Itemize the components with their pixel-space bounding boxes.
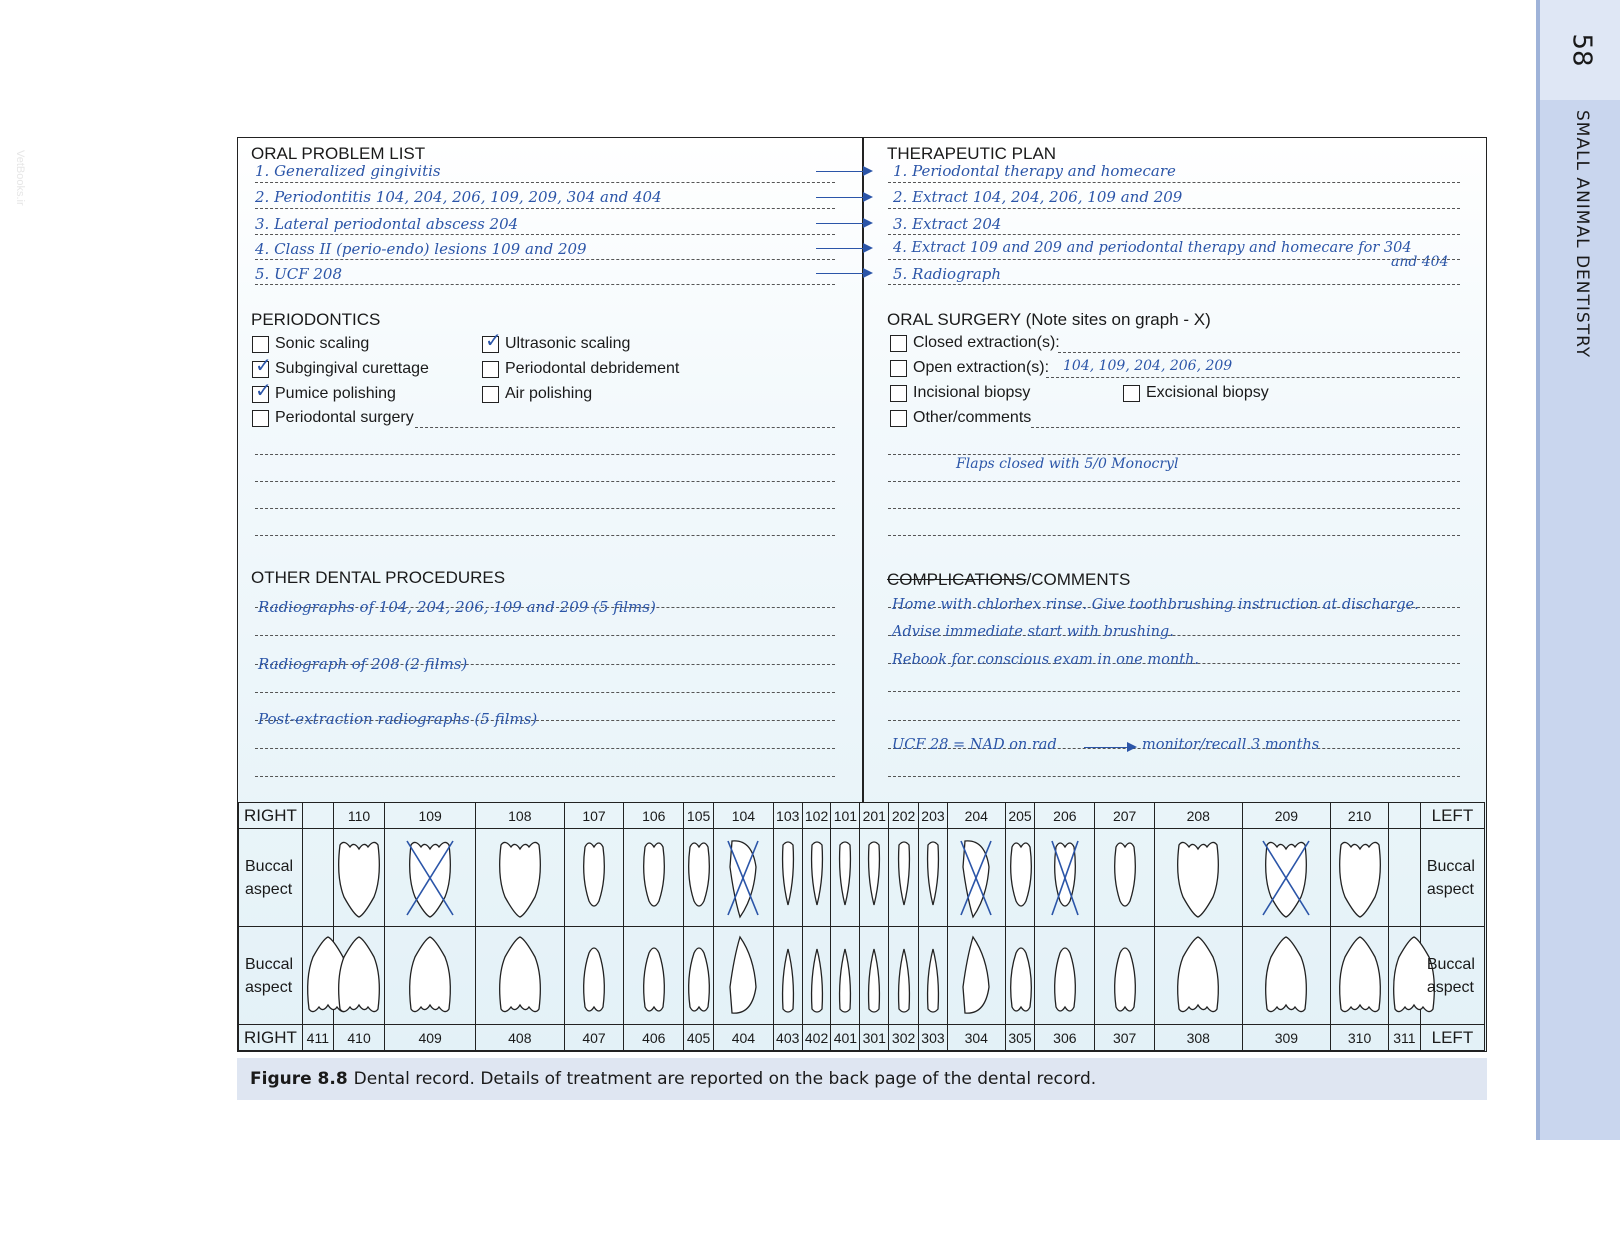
plan-line	[888, 259, 1460, 260]
tooth-cell[interactable]	[385, 927, 476, 1025]
tooth-cell[interactable]	[1388, 927, 1420, 1025]
periodontal-surgery-checkbox[interactable]	[252, 409, 414, 427]
tooth-cell[interactable]	[947, 829, 1005, 927]
tooth-cell[interactable]	[1388, 829, 1420, 927]
aspect-line-2: aspect	[245, 978, 293, 996]
checkbox-box[interactable]	[482, 361, 499, 378]
checkbox-box[interactable]	[482, 386, 499, 403]
tooth-number: 403	[773, 1025, 802, 1051]
tooth-icon	[579, 837, 609, 919]
tooth-number: 107	[564, 803, 624, 829]
watermark-text: VetBooks.ir	[14, 150, 26, 206]
tooth-number: 103	[773, 803, 802, 829]
incisional-biopsy-checkbox[interactable]	[890, 384, 1030, 402]
plan-arrow	[816, 197, 864, 198]
tooth-icon	[1006, 935, 1036, 1017]
tooth-icon	[779, 837, 797, 919]
checkbox-label: Sonic scaling	[275, 335, 370, 352]
aspect-line-1: Buccal	[245, 955, 294, 973]
periodontics-line	[415, 427, 835, 428]
tooth-cell[interactable]	[1242, 927, 1331, 1025]
tooth-number: 109	[385, 803, 476, 829]
extracted-tooth-icon	[405, 837, 455, 919]
ucf-arrow	[1084, 747, 1128, 748]
procedure-entry-2: Radiograph of 208 (2 films)	[258, 655, 468, 673]
tooth-icon	[1173, 837, 1223, 919]
left-label: LEFT	[1420, 1025, 1484, 1051]
tooth-cell[interactable]	[1331, 829, 1389, 927]
oral-surgery-line	[1046, 377, 1460, 378]
open-extraction-teeth: 104, 109, 204, 206, 209	[1063, 358, 1233, 374]
dental-record-form	[237, 137, 1487, 1052]
tooth-number: 310	[1331, 1025, 1389, 1051]
ucf-note: UCF 28 = NAD on rad	[892, 737, 1057, 753]
procedures-line	[255, 776, 835, 777]
tooth-cell[interactable]	[385, 829, 476, 927]
oral-surgery-line	[1031, 427, 1460, 428]
tooth-cell[interactable]	[1095, 829, 1155, 927]
tooth-number: 408	[476, 1025, 565, 1051]
tooth-cell[interactable]	[1242, 829, 1331, 927]
check-mark-icon: ✓	[255, 354, 272, 377]
aspect-line-1: Buccal	[245, 857, 294, 875]
tooth-icon	[808, 935, 826, 1017]
oral-surgery-line	[888, 454, 1460, 455]
tooth-cell[interactable]	[1095, 927, 1155, 1025]
tooth-cell[interactable]	[476, 829, 565, 927]
plan-item-3: 3. Extract 204	[893, 215, 1002, 233]
subgingival-curettage-checkbox[interactable]	[252, 354, 429, 378]
extracted-tooth-icon	[1261, 837, 1311, 919]
tooth-number: 205	[1005, 803, 1035, 829]
tooth-icon	[865, 837, 883, 919]
tooth-number: 304	[947, 1025, 1005, 1051]
tooth-cell[interactable]	[333, 927, 385, 1025]
tooth-cell[interactable]	[302, 829, 333, 927]
tooth-number: 404	[714, 1025, 774, 1051]
checkbox-box[interactable]	[890, 410, 907, 427]
tooth-number: 410	[333, 1025, 385, 1051]
lower-tooth-image-row	[239, 927, 1485, 1025]
left-buccal-aspect-label	[1420, 829, 1484, 927]
tooth-cell[interactable]	[1331, 927, 1389, 1025]
plan-item-2: 2. Extract 104, 204, 206, 109 and 209	[893, 188, 1183, 206]
tooth-number: 402	[802, 1025, 831, 1051]
checkbox-box[interactable]	[252, 336, 269, 353]
checkbox-label: Air polishing	[505, 385, 593, 402]
figure-caption	[237, 1058, 1487, 1100]
check-mark-icon: ✓	[255, 379, 272, 402]
tooth-cell[interactable]	[1155, 927, 1243, 1025]
tooth-icon	[1335, 935, 1385, 1017]
tooth-number: 411	[302, 1025, 333, 1051]
book-title: SMALL ANIMAL DENTISTRY	[1572, 110, 1592, 359]
therapeutic-plan-title: THERAPEUTIC PLAN	[887, 144, 1057, 163]
complications-title	[887, 570, 1130, 590]
tooth-cell[interactable]	[947, 927, 1005, 1025]
comments-line	[888, 720, 1460, 721]
tooth-cell[interactable]	[831, 829, 860, 927]
tooth-number: 309	[1242, 1025, 1331, 1051]
right-buccal-aspect-label	[239, 927, 303, 1025]
procedures-line	[255, 692, 835, 693]
problem-item-2: 2. Periodontitis 104, 204, 206, 109, 209, 304 and 404	[255, 188, 662, 206]
tooth-number: 401	[831, 1025, 860, 1051]
tooth-icon	[1261, 935, 1311, 1017]
tooth-cell[interactable]	[889, 927, 919, 1025]
tooth-number: 105	[684, 803, 714, 829]
right-label: RIGHT	[239, 1025, 303, 1051]
tooth-cell[interactable]	[860, 927, 889, 1025]
tooth-icon	[895, 935, 913, 1017]
watermark	[4, 150, 34, 240]
tooth-icon	[495, 837, 545, 919]
dental-chart-table	[238, 802, 1485, 1051]
tooth-cell[interactable]	[1035, 927, 1095, 1025]
aspect-line-2: aspect	[245, 880, 293, 898]
extracted-tooth-icon	[726, 837, 760, 919]
chapter-sidebar	[1536, 0, 1620, 1140]
plan-line	[888, 208, 1460, 209]
tooth-number: 210	[1331, 803, 1389, 829]
tooth-cell[interactable]	[564, 829, 624, 927]
tooth-icon	[639, 837, 669, 919]
tooth-cell[interactable]	[564, 927, 624, 1025]
plan-item-4-continuation: and 404	[1391, 254, 1449, 270]
checkbox-label: Pumice polishing	[275, 385, 396, 402]
aspect-line-1: Buccal	[1426, 955, 1475, 973]
tooth-icon	[808, 837, 826, 919]
plan-line	[888, 182, 1460, 183]
tooth-cell[interactable]	[476, 927, 565, 1025]
tooth-icon	[1110, 935, 1140, 1017]
tooth-icon	[924, 935, 942, 1017]
tooth-number: 209	[1242, 803, 1331, 829]
periodontics-line	[255, 454, 835, 455]
pumice-polishing-checkbox[interactable]	[252, 379, 396, 403]
plan-item-1: 1. Periodontal therapy and homecare	[893, 162, 1176, 180]
tooth-number: 409	[385, 1025, 476, 1051]
problem-line	[255, 182, 835, 183]
comment-entry-1: Home with chlorhex rinse. Give toothbrushing instruction at discharge.	[892, 597, 1419, 613]
checkbox-box[interactable]	[252, 410, 269, 427]
tooth-icon	[895, 837, 913, 919]
tooth-number: 101	[831, 803, 860, 829]
plan-arrow	[816, 171, 864, 172]
procedure-entry-1: Radiographs of 104, 204, 206, 109 and 209 (5 films)	[258, 598, 656, 616]
oral-surgery-note: Flaps closed with 5/0 Monocryl	[956, 456, 1179, 472]
problem-line	[255, 284, 835, 285]
tooth-number: 201	[860, 803, 889, 829]
right-label: RIGHT	[239, 803, 303, 829]
tooth-number: 406	[624, 1025, 684, 1051]
extracted-tooth-icon	[959, 837, 993, 919]
check-mark-icon: ✓	[485, 329, 502, 352]
tooth-icon	[865, 935, 883, 1017]
tooth-cell[interactable]	[302, 927, 333, 1025]
tooth-number: 106	[624, 803, 684, 829]
dental-chart	[238, 802, 1485, 1050]
tooth-number	[1388, 803, 1420, 829]
checkbox-box[interactable]	[1123, 385, 1140, 402]
oral-surgery-line	[888, 481, 1460, 482]
tooth-number: 303	[919, 1025, 948, 1051]
book-title-tab	[1540, 110, 1620, 359]
ultrasonic-scaling-checkbox[interactable]	[482, 329, 631, 353]
aspect-line-1: Buccal	[1426, 857, 1475, 875]
procedures-line	[255, 635, 835, 636]
tooth-icon	[836, 837, 854, 919]
figure-caption-text: Dental record. Details of treatment are reported on the back page of the dental record.	[353, 1069, 1097, 1089]
tooth-number	[302, 803, 333, 829]
excisional-biopsy-checkbox[interactable]	[1123, 384, 1269, 402]
tooth-icon	[684, 935, 714, 1017]
checkbox-label: Periodontal debridement	[505, 360, 680, 377]
ucf-result: monitor/recall 3 months	[1142, 737, 1320, 753]
checkbox-box[interactable]	[252, 379, 272, 403]
tooth-icon	[334, 935, 384, 1017]
tooth-cell[interactable]	[714, 927, 774, 1025]
left-label: LEFT	[1420, 803, 1484, 829]
problem-line	[255, 234, 835, 235]
periodontics-line	[255, 535, 835, 536]
checkbox-label: Closed extraction(s):	[913, 334, 1060, 351]
tooth-number: 302	[889, 1025, 919, 1051]
periodontics-title: PERIODONTICS	[251, 310, 381, 329]
periodontics-line	[255, 508, 835, 509]
lower-tooth-number-row	[239, 1025, 1485, 1051]
right-buccal-aspect-label	[239, 829, 303, 927]
tooth-number: 301	[860, 1025, 889, 1051]
oral-surgery-line	[888, 535, 1460, 536]
comment-entry-3: Rebook for conscious exam in one month.	[892, 652, 1199, 668]
tooth-icon	[836, 935, 854, 1017]
tooth-number: 104	[714, 803, 774, 829]
tooth-icon	[924, 837, 942, 919]
tooth-number: 206	[1035, 803, 1095, 829]
tooth-cell[interactable]	[714, 829, 774, 927]
tooth-cell[interactable]	[773, 927, 802, 1025]
tooth-icon	[1110, 837, 1140, 919]
plan-item-5: 5. Radiograph	[893, 265, 1002, 283]
tooth-icon	[779, 935, 797, 1017]
checkbox-label: Subgingival curettage	[275, 360, 429, 377]
tooth-number: 207	[1095, 803, 1155, 829]
tooth-cell[interactable]	[333, 829, 385, 927]
tooth-number: 202	[889, 803, 919, 829]
upper-tooth-image-row	[239, 829, 1485, 927]
checkbox-label: Excisional biopsy	[1146, 384, 1269, 401]
problem-line	[255, 208, 835, 209]
checkbox-label: Incisional biopsy	[913, 384, 1031, 401]
tooth-number: 108	[476, 803, 565, 829]
problem-item-5: 5. UCF 208	[255, 265, 343, 283]
tooth-icon	[684, 837, 714, 919]
tooth-icon	[959, 935, 993, 1017]
tooth-cell[interactable]	[1155, 829, 1243, 927]
tooth-icon	[726, 935, 760, 1017]
plan-line	[888, 284, 1460, 285]
upper-tooth-number-row	[239, 803, 1485, 829]
checkbox-box[interactable]	[890, 385, 907, 402]
oral-problem-list-title: ORAL PROBLEM LIST	[251, 144, 426, 163]
tooth-number: 203	[919, 803, 948, 829]
periodontics-line	[255, 481, 835, 482]
plan-arrow	[816, 248, 864, 249]
tooth-icon	[579, 935, 609, 1017]
comment-entry-2: Advise immediate start with brushing.	[892, 624, 1174, 640]
tooth-icon	[334, 837, 384, 919]
tooth-icon	[495, 935, 545, 1017]
checkbox-label: Other/comments	[913, 409, 1032, 426]
tooth-number: 102	[802, 803, 831, 829]
tooth-cell[interactable]	[684, 927, 714, 1025]
tooth-icon	[405, 935, 455, 1017]
tooth-cell[interactable]	[1005, 927, 1035, 1025]
tooth-icon	[639, 935, 669, 1017]
tooth-cell[interactable]	[802, 829, 831, 927]
periodontal-debridement-checkbox[interactable]	[482, 360, 679, 378]
tooth-number: 407	[564, 1025, 624, 1051]
figure-label: Figure 8.8	[250, 1069, 348, 1089]
tooth-number: 307	[1095, 1025, 1155, 1051]
tooth-number: 305	[1005, 1025, 1035, 1051]
tooth-number: 204	[947, 803, 1005, 829]
tooth-cell[interactable]	[684, 829, 714, 927]
oral-surgery-line	[888, 508, 1460, 509]
tooth-number: 311	[1388, 1025, 1420, 1051]
tooth-number: 110	[333, 803, 385, 829]
tooth-cell[interactable]	[802, 927, 831, 1025]
oral-surgery-line	[1058, 352, 1460, 353]
closed-extraction-checkbox[interactable]	[890, 334, 1060, 352]
oral-surgery-title: ORAL SURGERY (Note sites on graph - X)	[887, 310, 1211, 329]
column-divider	[862, 138, 864, 802]
procedures-line	[255, 748, 835, 749]
checkbox-box[interactable]	[252, 354, 272, 378]
page-number-tab	[1540, 0, 1620, 100]
problem-line	[255, 259, 835, 260]
problem-item-1: 1. Generalized gingivitis	[255, 162, 441, 180]
checkbox-box[interactable]	[890, 335, 907, 352]
aspect-line-2: aspect	[1426, 978, 1474, 996]
tooth-icon	[1050, 935, 1080, 1017]
tooth-icon	[1006, 837, 1036, 919]
checkbox-label: Periodontal surgery	[275, 409, 414, 426]
tooth-cell[interactable]	[919, 927, 948, 1025]
tooth-cell[interactable]	[919, 829, 948, 927]
checkbox-label: Open extraction(s):	[913, 359, 1050, 376]
tooth-cell[interactable]	[773, 829, 802, 927]
tooth-cell[interactable]	[624, 927, 684, 1025]
checkbox-box[interactable]	[482, 329, 502, 353]
open-extraction-checkbox[interactable]	[890, 359, 1049, 377]
page-number: 58	[1567, 33, 1597, 67]
other-procedures-title: OTHER DENTAL PROCEDURES	[251, 568, 506, 587]
tooth-number: 208	[1155, 803, 1243, 829]
plan-item-4: 4. Extract 109 and 209 and periodontal therapy and homecare for 304	[893, 240, 1412, 256]
tooth-number: 306	[1035, 1025, 1095, 1051]
complications-title-struck: COMPLICATIONS	[887, 570, 1027, 589]
tooth-cell[interactable]	[889, 829, 919, 927]
tooth-number: 308	[1155, 1025, 1243, 1051]
tooth-icon	[1173, 935, 1223, 1017]
plan-line	[888, 234, 1460, 235]
tooth-cell[interactable]	[624, 829, 684, 927]
plan-arrow	[816, 223, 864, 224]
tooth-cell[interactable]	[860, 829, 889, 927]
tooth-number: 405	[684, 1025, 714, 1051]
tooth-cell[interactable]	[1005, 829, 1035, 927]
extracted-tooth-icon	[1050, 837, 1080, 919]
other-comments-checkbox[interactable]	[890, 409, 1031, 427]
tooth-icon	[1335, 837, 1385, 919]
complications-title-rest: /COMMENTS	[1026, 570, 1131, 589]
problem-item-3: 3. Lateral periodontal abscess 204	[255, 215, 519, 233]
tooth-cell[interactable]	[831, 927, 860, 1025]
comments-line	[888, 691, 1460, 692]
aspect-line-2: aspect	[1426, 880, 1474, 898]
plan-arrow	[816, 273, 864, 274]
problem-item-4: 4. Class II (perio-endo) lesions 109 and 209	[255, 240, 587, 258]
sonic-scaling-checkbox[interactable]	[252, 335, 369, 353]
comments-line	[888, 776, 1460, 777]
checkbox-label: Ultrasonic scaling	[505, 335, 631, 352]
air-polishing-checkbox[interactable]	[482, 385, 592, 403]
checkbox-box[interactable]	[890, 360, 907, 377]
procedure-entry-3: Post-extraction radiographs (5 films)	[258, 710, 538, 728]
tooth-cell[interactable]	[1035, 829, 1095, 927]
